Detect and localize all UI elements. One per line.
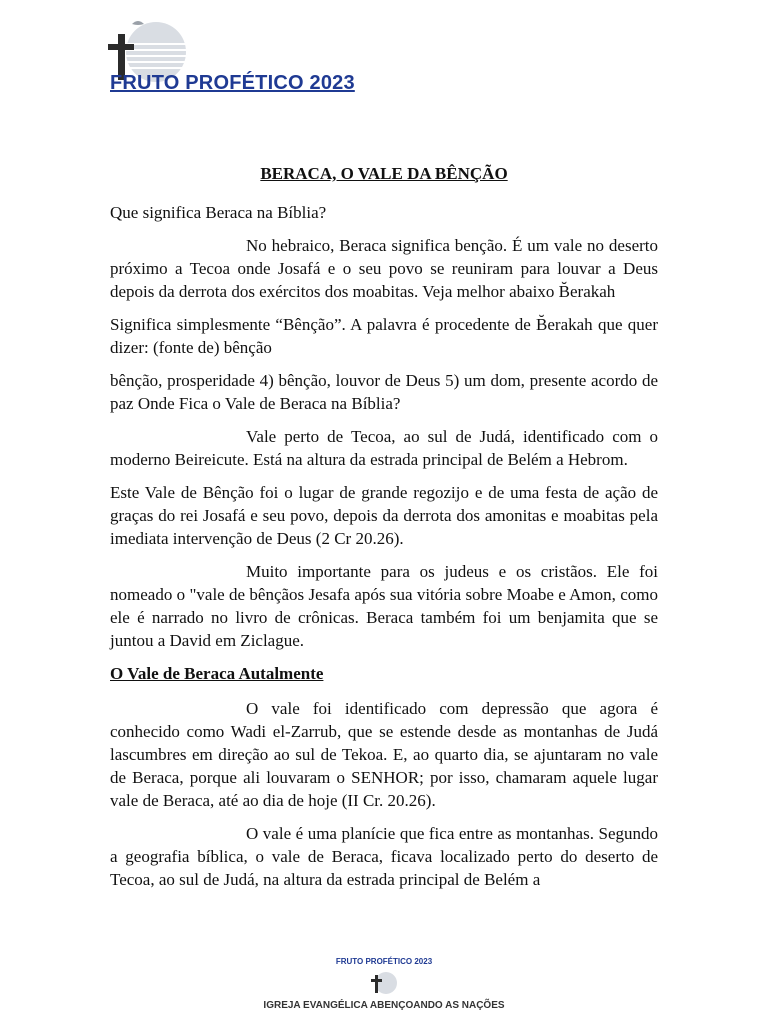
footer-title: FRUTO PROFÉTICO 2023 bbox=[335, 957, 433, 966]
header-title: FRUTO PROFÉTICO 2023 bbox=[110, 72, 355, 94]
paragraph-7: O vale foi identificado com depressão que agora é conhecido como Wadi el-Zarrub, que se estende desde as montanhas de Judá lascumbres em direção ao sul de Tekoa. E, ao quarto dia, se ajuntaram no vale de Beraca, porque ali louvaram o SENHOR; por isso, chamaram aquele lugar vale de Beraca, até ao dia de hoje (II Cr. 20.26). bbox=[110, 699, 658, 810]
document-body bbox=[110, 162, 658, 901]
paragraph-8: O vale é uma planície que fica entre as montanhas. Segundo a geografia bíblica, o vale de Beraca, ficava localizado perto do deserto de Tecoa, ao sul de Judá, na altura da estrada principal de Belém a bbox=[110, 824, 658, 889]
paragraph-4: Vale perto de Tecoa, ao sul de Judá, identificado com o moderno Beireicute. Está na altura da estrada principal de Belém a Hebrom. bbox=[110, 427, 658, 469]
paragraph-5: Este Vale de Bênção foi o lugar de grande regozijo e de uma festa de ação de graças do rei Josafá e seu povo, depois da derrota dos amonitas e moabitas pela imediata intervenção de Deus (2 Cr 20.26). bbox=[110, 483, 658, 548]
paragraph-3: bênção, prosperidade 4) bênção, louvor de Deus 5) um dom, presente acordo de paz Onde Fica o Vale de Beraca na Bíblia? bbox=[110, 371, 658, 413]
paragraph-2: Significa simplesmente “Bênção”. A palavra é procedente de B̆erakah que quer dizer: (fonte de) bênção bbox=[110, 315, 658, 357]
document-title: BERACA, O VALE DA BÊNÇÃO bbox=[260, 164, 508, 183]
footer-logo-icon bbox=[367, 969, 401, 995]
section-subtitle: O Vale de Beraca Autalmente bbox=[110, 664, 324, 683]
question: Que significa Beraca na Bíblia? bbox=[110, 203, 327, 222]
footer-church-name: IGREJA EVANGÉLICA ABENÇOANDO AS NAÇÕES bbox=[263, 1000, 505, 1011]
paragraph-1: No hebraico, Beraca significa benção. É um vale no deserto próximo a Tecoa onde Josafá e o seu povo se reuniram para louvar a Deus depois da derrota dos exércitos dos moabitas. Veja melhor abaixo B̆erakah bbox=[110, 236, 658, 301]
paragraph-6: Muito importante para os judeus e os cristãos. Ele foi nomeado o "vale de bênçãos Jesafa após sua vitória sobre Moabe e Amon, como ele é narrado no livro de crônicas. Beraca também foi um benjamita que se juntou a David em Ziclague. bbox=[110, 562, 658, 650]
